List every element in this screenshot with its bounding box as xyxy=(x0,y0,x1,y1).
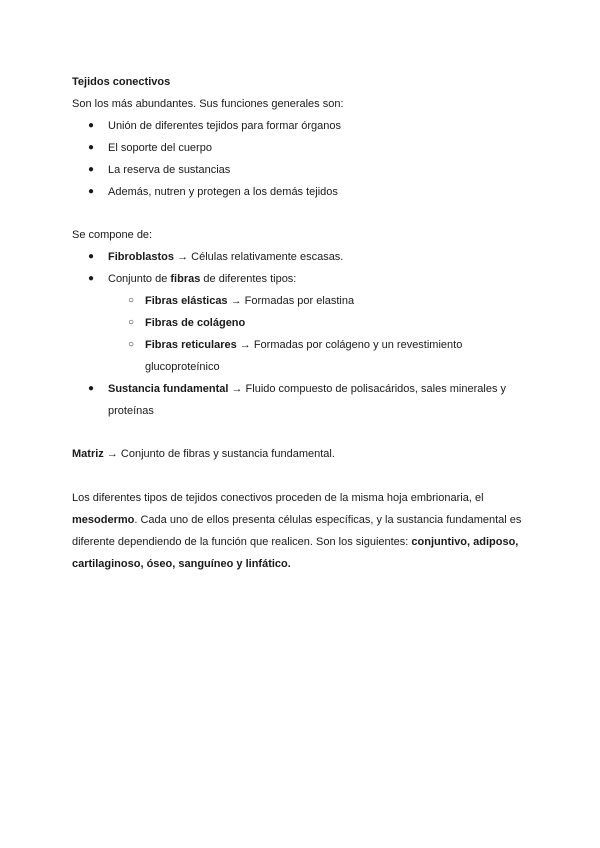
sub-bullet-icon: ○ xyxy=(128,295,135,306)
origin-paragraph-line: mesodermo. Cada uno de ellos presenta células específicas, y la sustancia fundamental es xyxy=(72,514,522,526)
bullet-icon: ● xyxy=(88,142,95,153)
intro-text: Son los más abundantes. Sus funciones generales son: xyxy=(72,98,344,110)
bullet-icon: ● xyxy=(88,383,95,394)
fiber-type-reticulares: ○ Fibras reticulares → Formadas por colágeno y un revestimiento xyxy=(128,339,463,351)
matriz-definition: Matriz → Conjunto de fibras y sustancia fundamental. xyxy=(72,448,335,460)
fiber-type-elasticas: ○ Fibras elásticas → Formadas por elastina xyxy=(128,295,355,307)
section-title: Tejidos conectivos xyxy=(72,76,171,88)
composition-item-sustancia: ● Sustancia fundamental → Fluido compuesto de polisacáridos, sales minerales y xyxy=(88,383,506,395)
sub-bullet-icon: ○ xyxy=(128,317,135,328)
composition-item-fibroblastos: ● Fibroblastos → Células relativamente escasas. xyxy=(88,251,344,263)
function-item: ● La reserva de sustancias xyxy=(88,164,231,176)
function-item: ● Unión de diferentes tejidos para formar órganos xyxy=(88,120,341,132)
function-item: ● Además, nutren y protegen a los demás tejidos xyxy=(88,186,338,198)
composition-item-fibras: ● Conjunto de fibras de diferentes tipos: xyxy=(88,273,297,285)
origin-paragraph-line: Los diferentes tipos de tejidos conectivos proceden de la misma hoja embrionaria, el xyxy=(72,492,484,504)
fiber-type-reticulares-continuation: glucoproteínico xyxy=(145,361,220,373)
function-item: ● El soporte del cuerpo xyxy=(88,142,212,154)
sub-bullet-icon: ○ xyxy=(128,339,135,350)
composition-intro: Se compone de: xyxy=(72,229,153,241)
bullet-icon: ● xyxy=(88,120,95,131)
origin-paragraph-line: cartilaginoso, óseo, sanguíneo y linfático. xyxy=(72,558,291,570)
bullet-icon: ● xyxy=(88,164,95,175)
origin-paragraph-line: diferente dependiendo de la función que realicen. Son los siguientes: conjuntivo, adiposo, xyxy=(72,536,519,548)
fiber-type-colageno: ○ Fibras de colágeno xyxy=(128,317,246,329)
bullet-icon: ● xyxy=(88,251,95,262)
composition-item-sustancia-continuation: proteínas xyxy=(108,405,154,417)
bullet-icon: ● xyxy=(88,186,95,197)
bullet-icon: ● xyxy=(88,273,95,284)
